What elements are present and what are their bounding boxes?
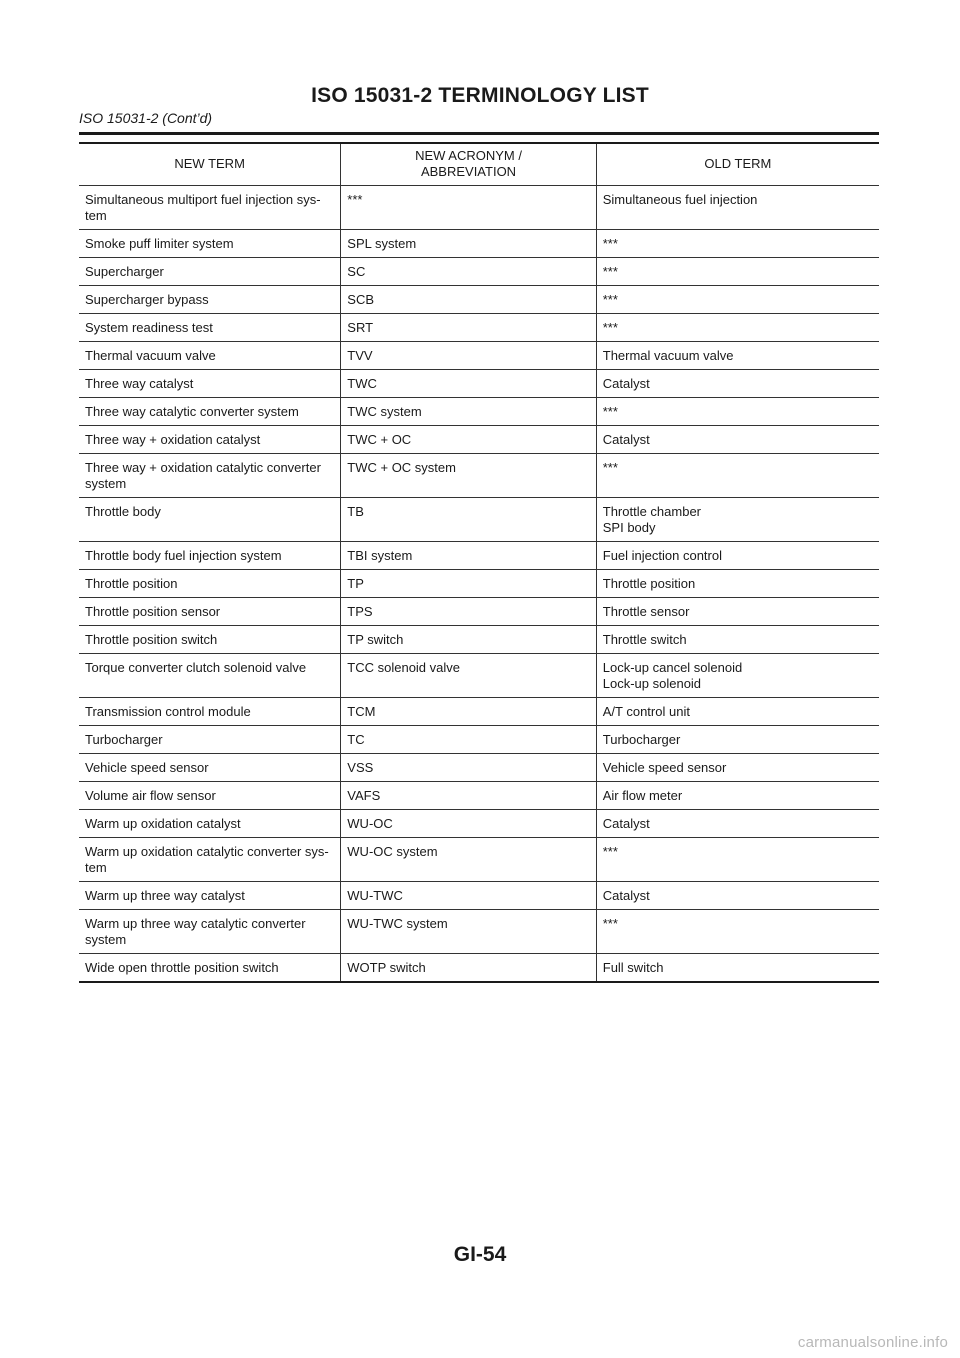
table-row [79, 910, 879, 954]
table-header-row [79, 143, 879, 186]
cell-old-term: Fuel injection control [596, 542, 879, 570]
cell-old-term: Catalyst [596, 426, 879, 454]
cell-new-acronym: TP [341, 570, 596, 598]
cell-new-term: Throttle body [79, 498, 341, 542]
table-row [79, 754, 879, 782]
cell-new-acronym: WU-OC [341, 810, 596, 838]
table-row [79, 542, 879, 570]
cell-new-term: Supercharger bypass [79, 286, 341, 314]
cell-new-acronym: SCB [341, 286, 596, 314]
table-row [79, 570, 879, 598]
cell-old-term: *** [596, 314, 879, 342]
cell-new-acronym: TP switch [341, 626, 596, 654]
cell-old-term: *** [596, 398, 879, 426]
cell-old-term: Vehicle speed sensor [596, 754, 879, 782]
cell-new-acronym: TVV [341, 342, 596, 370]
cell-new-term: Torque converter clutch solenoid valve [79, 654, 341, 698]
cell-new-term: Warm up oxidation catalytic converter sys- tem [79, 838, 341, 882]
cell-new-acronym: TPS [341, 598, 596, 626]
cell-new-acronym: TWC [341, 370, 596, 398]
cell-new-acronym: VAFS [341, 782, 596, 810]
header-rule [79, 132, 879, 135]
cell-old-term: Throttle chamber SPI body [596, 498, 879, 542]
cell-new-term: Wide open throttle position switch [79, 954, 341, 983]
table-row [79, 654, 879, 698]
cell-new-term: Warm up three way catalytic converter system [79, 910, 341, 954]
cell-old-term: Catalyst [596, 882, 879, 910]
cell-new-acronym: SC [341, 258, 596, 286]
cell-old-term: *** [596, 286, 879, 314]
cell-new-term: Throttle position sensor [79, 598, 341, 626]
cell-new-term: Warm up oxidation catalyst [79, 810, 341, 838]
cell-old-term: Throttle switch [596, 626, 879, 654]
table-row [79, 454, 879, 498]
cell-old-term: Air flow meter [596, 782, 879, 810]
cell-new-acronym: TCC solenoid valve [341, 654, 596, 698]
cell-new-acronym: VSS [341, 754, 596, 782]
table-row [79, 838, 879, 882]
cell-old-term: *** [596, 910, 879, 954]
section-subtitle: ISO 15031-2 (Cont’d) [79, 110, 213, 126]
cell-new-term: Throttle body fuel injection system [79, 542, 341, 570]
cell-new-acronym: WU-TWC system [341, 910, 596, 954]
cell-new-acronym: SPL system [341, 230, 596, 258]
table-row [79, 258, 879, 286]
watermark: carmanualsonline.info [797, 1334, 948, 1351]
cell-old-term: Catalyst [596, 810, 879, 838]
cell-new-acronym: WOTP switch [341, 954, 596, 983]
cell-new-term: Three way + oxidation catalytic converter system [79, 454, 341, 498]
table-row [79, 626, 879, 654]
cell-new-term: Turbocharger [79, 726, 341, 754]
cell-new-term: Transmission control module [79, 698, 341, 726]
cell-old-term: Full switch [596, 954, 879, 983]
table-row [79, 782, 879, 810]
column-header-new-acronym: NEW ACRONYM / ABBREVIATION [341, 143, 596, 186]
cell-new-acronym: TCM [341, 698, 596, 726]
cell-new-term: Smoke puff limiter system [79, 230, 341, 258]
table-row [79, 810, 879, 838]
cell-new-acronym: *** [341, 186, 596, 230]
cell-old-term: Turbocharger [596, 726, 879, 754]
table-row [79, 342, 879, 370]
cell-old-term: *** [596, 258, 879, 286]
cell-old-term: *** [596, 454, 879, 498]
table-row [79, 598, 879, 626]
cell-new-term: Throttle position [79, 570, 341, 598]
cell-new-acronym: TBI system [341, 542, 596, 570]
cell-new-term: Vehicle speed sensor [79, 754, 341, 782]
cell-new-acronym: TWC + OC [341, 426, 596, 454]
cell-new-term: Throttle position switch [79, 626, 341, 654]
table-row [79, 954, 879, 983]
cell-new-acronym: TWC system [341, 398, 596, 426]
table-row [79, 314, 879, 342]
cell-new-term: Three way catalytic converter system [79, 398, 341, 426]
cell-old-term: Lock-up cancel solenoid Lock-up solenoid [596, 654, 879, 698]
table-row [79, 186, 879, 230]
table-row [79, 370, 879, 398]
cell-old-term: Throttle sensor [596, 598, 879, 626]
cell-new-term: Thermal vacuum valve [79, 342, 341, 370]
cell-old-term: Catalyst [596, 370, 879, 398]
table-row [79, 426, 879, 454]
table-row [79, 398, 879, 426]
page-title: ISO 15031-2 TERMINOLOGY LIST [311, 84, 649, 107]
cell-old-term: *** [596, 230, 879, 258]
cell-new-acronym: WU-TWC [341, 882, 596, 910]
cell-new-term: Warm up three way catalyst [79, 882, 341, 910]
table-body [79, 186, 879, 983]
terminology-table [79, 142, 879, 983]
cell-new-term: Three way catalyst [79, 370, 341, 398]
cell-new-term: Simultaneous multiport fuel injection sys- tem [79, 186, 341, 230]
cell-new-term: Three way + oxidation catalyst [79, 426, 341, 454]
table-row [79, 698, 879, 726]
table-row [79, 726, 879, 754]
cell-new-term: System readiness test [79, 314, 341, 342]
column-header-new-term: NEW TERM [79, 143, 341, 186]
cell-new-acronym: TC [341, 726, 596, 754]
cell-old-term: Thermal vacuum valve [596, 342, 879, 370]
cell-new-acronym: TB [341, 498, 596, 542]
cell-old-term: A/T control unit [596, 698, 879, 726]
page-number: GI-54 [453, 1243, 507, 1266]
cell-new-term: Supercharger [79, 258, 341, 286]
cell-new-acronym: SRT [341, 314, 596, 342]
column-header-old-term: OLD TERM [596, 143, 879, 186]
table-row [79, 286, 879, 314]
cell-new-acronym: TWC + OC system [341, 454, 596, 498]
cell-new-term: Volume air flow sensor [79, 782, 341, 810]
table-row [79, 498, 879, 542]
table-row [79, 230, 879, 258]
cell-new-acronym: WU-OC system [341, 838, 596, 882]
table-row [79, 882, 879, 910]
cell-old-term: *** [596, 838, 879, 882]
cell-old-term: Throttle position [596, 570, 879, 598]
cell-old-term: Simultaneous fuel injection [596, 186, 879, 230]
